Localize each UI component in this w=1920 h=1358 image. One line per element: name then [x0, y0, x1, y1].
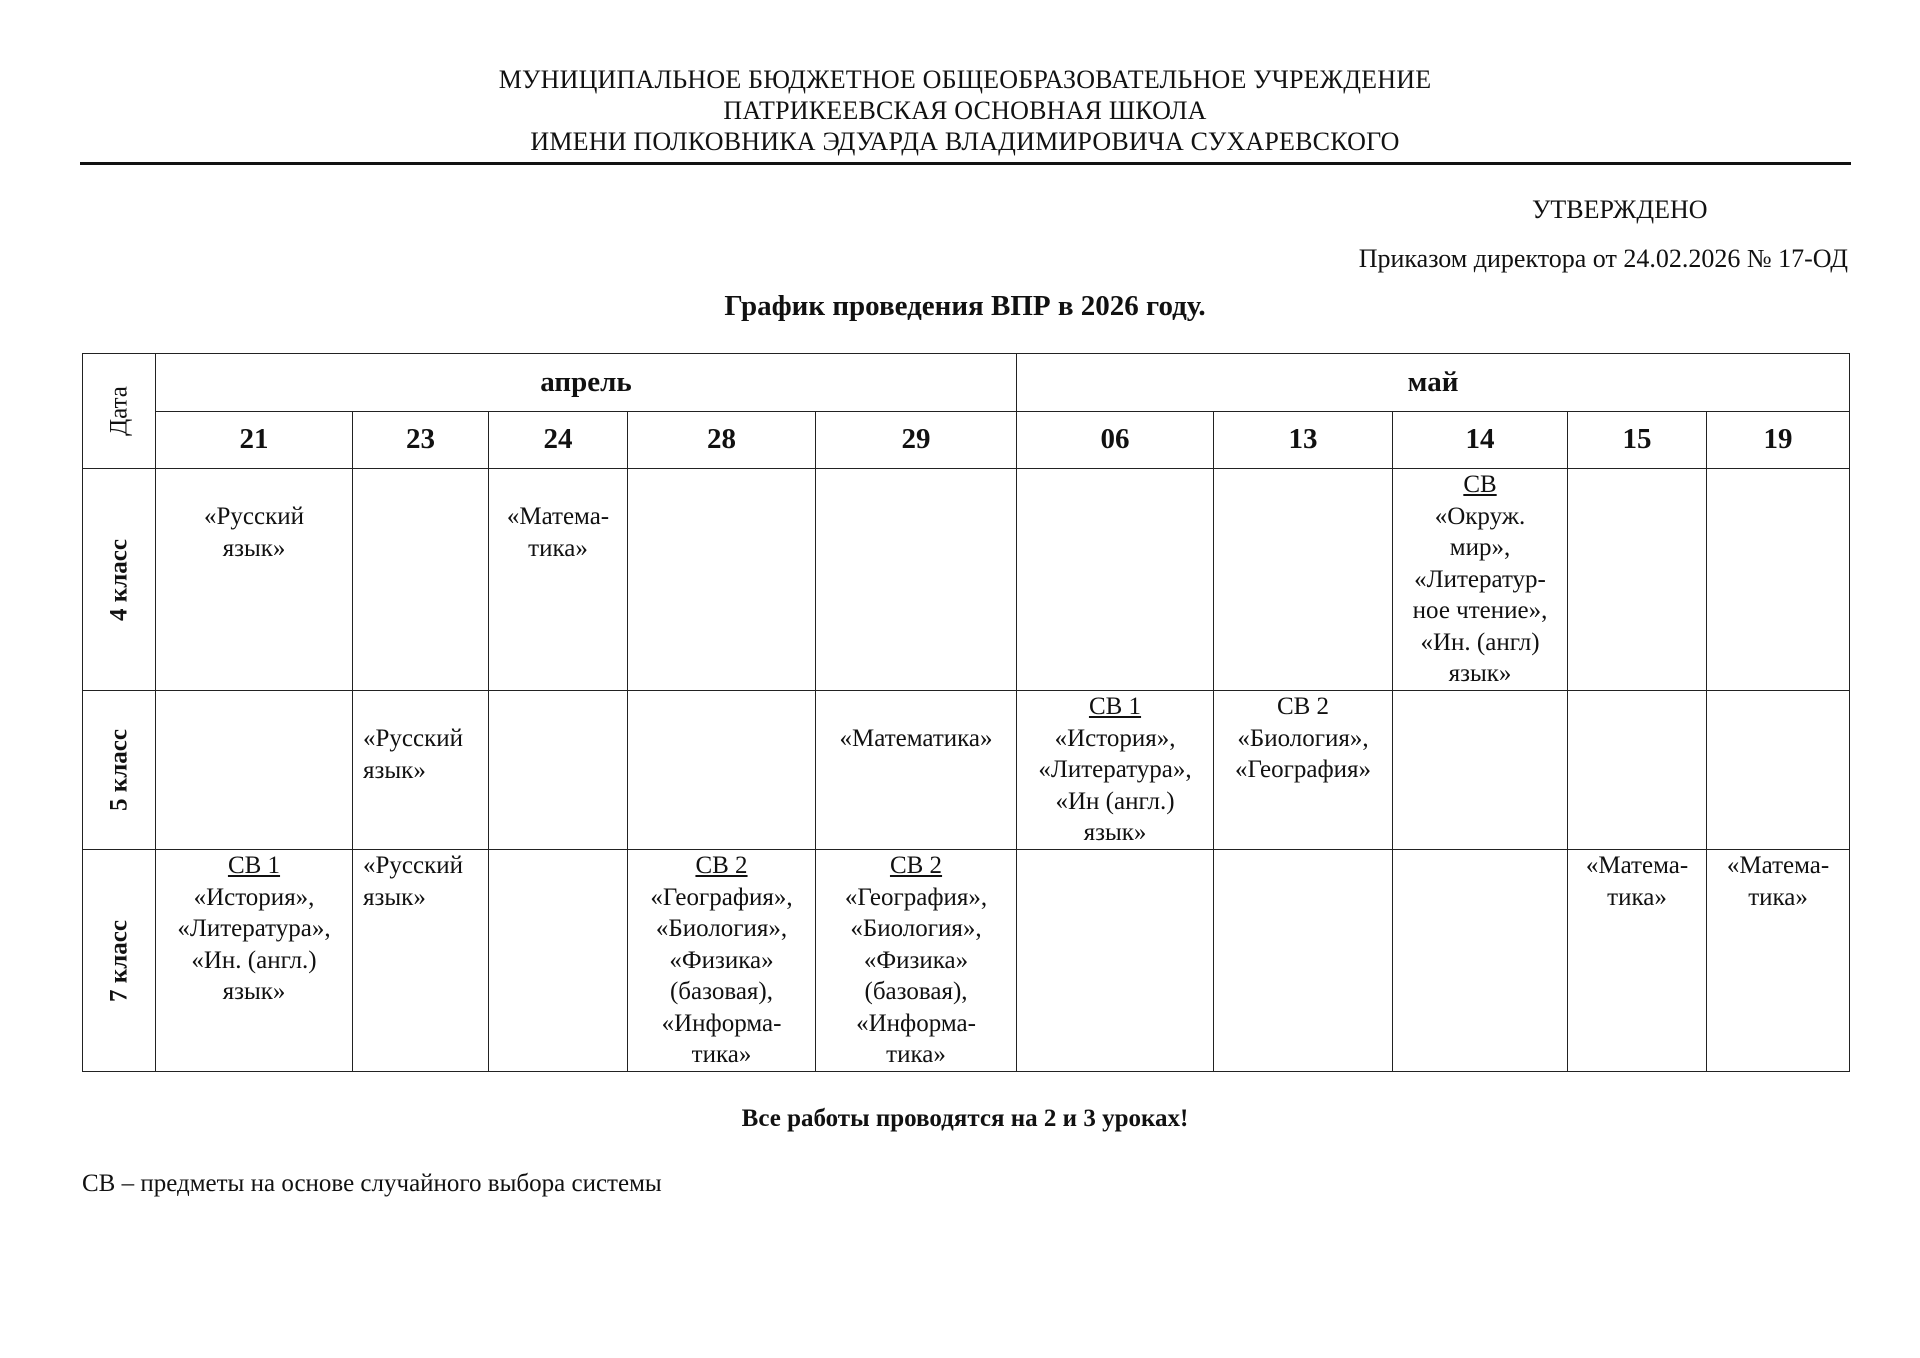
cell-line: ное чтение»,	[1412, 597, 1548, 624]
random-choice-marker: СВ	[1463, 471, 1497, 498]
cell-line: «Информа-	[661, 1009, 782, 1037]
row-header-grade-7	[83, 850, 156, 1072]
cell-line: «Окруж.	[1434, 502, 1526, 530]
cell-grade7-06	[1017, 850, 1214, 1072]
cell-grade7-29	[816, 850, 1017, 1072]
cell-line: (базовая),	[864, 978, 968, 1005]
cell-line: язык»	[363, 883, 426, 911]
cell-grade5-28	[628, 691, 816, 850]
random-choice-marker: СВ 2	[889, 852, 943, 879]
cell-grade4-24	[489, 469, 628, 691]
cell-line: «Матема-	[1585, 852, 1689, 879]
cell-line: «Биология»,	[655, 915, 788, 942]
cell-line: «Физика»	[863, 946, 969, 974]
org-line-1: МУНИЦИПАЛЬНОЕ БЮДЖЕТНОЕ ОБЩЕОБРАЗОВАТЕЛЬНОЕ УЧРЕЖДЕНИЕ	[498, 65, 1432, 94]
cell-grade4-28	[628, 469, 816, 691]
cell-grade5-06	[1017, 691, 1214, 850]
cell-line: «Ин. (англ.)	[191, 946, 317, 974]
random-choice-marker: СВ 1	[1088, 693, 1142, 720]
cell-line: тика»	[1607, 883, 1667, 911]
random-choice-marker: СВ 2	[695, 852, 748, 879]
cell-grade5-15	[1568, 691, 1707, 850]
cell-line: мир»,	[1449, 534, 1511, 561]
cell-line: «Информа-	[856, 1009, 976, 1037]
cell-line: «Ин (англ.)	[1055, 787, 1175, 815]
cell-grade7-13	[1214, 850, 1393, 1072]
cell-grade5-21	[156, 691, 353, 850]
cell-line: «Русский	[204, 503, 304, 530]
day-header: 24	[489, 412, 628, 469]
header-rule	[80, 162, 1851, 165]
cell-grade5-29	[816, 691, 1017, 850]
day-header: 21	[156, 412, 353, 469]
cell-grade4-15	[1568, 469, 1707, 691]
schedule-table	[82, 353, 1850, 1072]
cell-line: «Русский	[363, 852, 463, 879]
cell-line: «Ин. (англ)	[1420, 628, 1540, 656]
cell-line: язык»	[363, 756, 426, 784]
cell-grade5-13	[1214, 691, 1393, 850]
cell-line: «Русский	[363, 725, 463, 752]
cell-line: «Матема-	[506, 503, 610, 530]
random-choice-marker: СВ 2	[1276, 693, 1330, 720]
cell-line: «История»,	[193, 883, 315, 911]
day-header: 06	[1017, 412, 1214, 469]
cell-line: «Физика»	[669, 946, 774, 974]
cell-grade5-23	[353, 691, 489, 850]
cell-line: «Матема-	[1726, 852, 1830, 879]
day-header: 29	[816, 412, 1017, 469]
day-header: 23	[353, 412, 489, 469]
cell-line: «Биология»,	[850, 915, 982, 942]
cell-grade4-21	[156, 469, 353, 691]
cell-line: «Биология»,	[1237, 724, 1369, 752]
cell-line: тика»	[691, 1041, 752, 1068]
org-line-3: ИМЕНИ ПОЛКОВНИКА ЭДУАРДА ВЛАДИМИРОВИЧА СУХАРЕВСКОГО	[530, 127, 1400, 156]
organization-header	[0, 64, 1920, 157]
grade-5-label: 5 класс	[105, 729, 133, 811]
order-reference: Приказом директора от 24.02.2026 № 17-ОД	[1358, 244, 1848, 273]
cell-grade7-24	[489, 850, 628, 1072]
cell-grade4-13	[1214, 469, 1393, 691]
cell-line: «Литература»,	[1038, 756, 1192, 783]
cell-line: язык»	[222, 534, 286, 562]
abbreviation-legend: СВ – предметы на основе случайного выбора системы	[82, 1170, 662, 1197]
date-label: Дата	[105, 386, 133, 436]
cell-line: язык»	[1448, 660, 1512, 687]
cell-grade4-19	[1707, 469, 1850, 691]
cell-line: «Математика»	[839, 725, 993, 752]
cell-grade7-28	[628, 850, 816, 1072]
day-header: 15	[1568, 412, 1707, 469]
month-may: май	[1017, 354, 1850, 412]
cell-grade5-19	[1707, 691, 1850, 850]
cell-line: «История»,	[1054, 724, 1176, 752]
day-header: 13	[1214, 412, 1393, 469]
cell-grade4-23	[353, 469, 489, 691]
cell-line: тика»	[528, 534, 588, 562]
cell-line: язык»	[222, 978, 286, 1005]
cell-line: тика»	[886, 1041, 946, 1068]
cell-grade4-29	[816, 469, 1017, 691]
grade-4-label: 4 класс	[105, 538, 133, 621]
cell-grade4-14	[1393, 469, 1568, 691]
cell-grade7-23	[353, 850, 489, 1072]
date-header-cell	[83, 354, 156, 469]
row-header-grade-5	[83, 691, 156, 850]
cell-grade5-14	[1393, 691, 1568, 850]
cell-line: тика»	[1748, 883, 1808, 911]
approved-label: УТВЕРЖДЕНО	[1532, 195, 1708, 224]
cell-grade7-15	[1568, 850, 1707, 1072]
day-header: 19	[1707, 412, 1850, 469]
cell-line: (базовая),	[669, 978, 773, 1005]
cell-line: «Литератур-	[1414, 565, 1546, 593]
cell-grade7-14	[1393, 850, 1568, 1072]
document-title: График проведения ВПР в 2026 году.	[724, 290, 1206, 322]
day-header: 14	[1393, 412, 1568, 469]
org-line-2: ПАТРИКЕЕВСКАЯ ОСНОВНАЯ ШКОЛА	[723, 96, 1207, 125]
lessons-note: Все работы проводятся на 2 и 3 уроках!	[741, 1105, 1189, 1132]
cell-grade7-21	[156, 850, 353, 1072]
cell-grade4-06	[1017, 469, 1214, 691]
row-header-grade-4	[83, 469, 156, 691]
cell-grade5-24	[489, 691, 628, 850]
day-header: 28	[628, 412, 816, 469]
grade-7-label: 7 класс	[105, 919, 133, 1002]
cell-line: «География»,	[650, 883, 793, 911]
cell-grade7-19	[1707, 850, 1850, 1072]
cell-line: «Литература»,	[177, 915, 331, 942]
cell-line: язык»	[1083, 819, 1147, 846]
month-april: апрель	[156, 354, 1017, 412]
cell-line: «География»	[1234, 756, 1372, 783]
random-choice-marker: СВ 1	[227, 852, 281, 879]
cell-line: «География»,	[844, 883, 988, 911]
